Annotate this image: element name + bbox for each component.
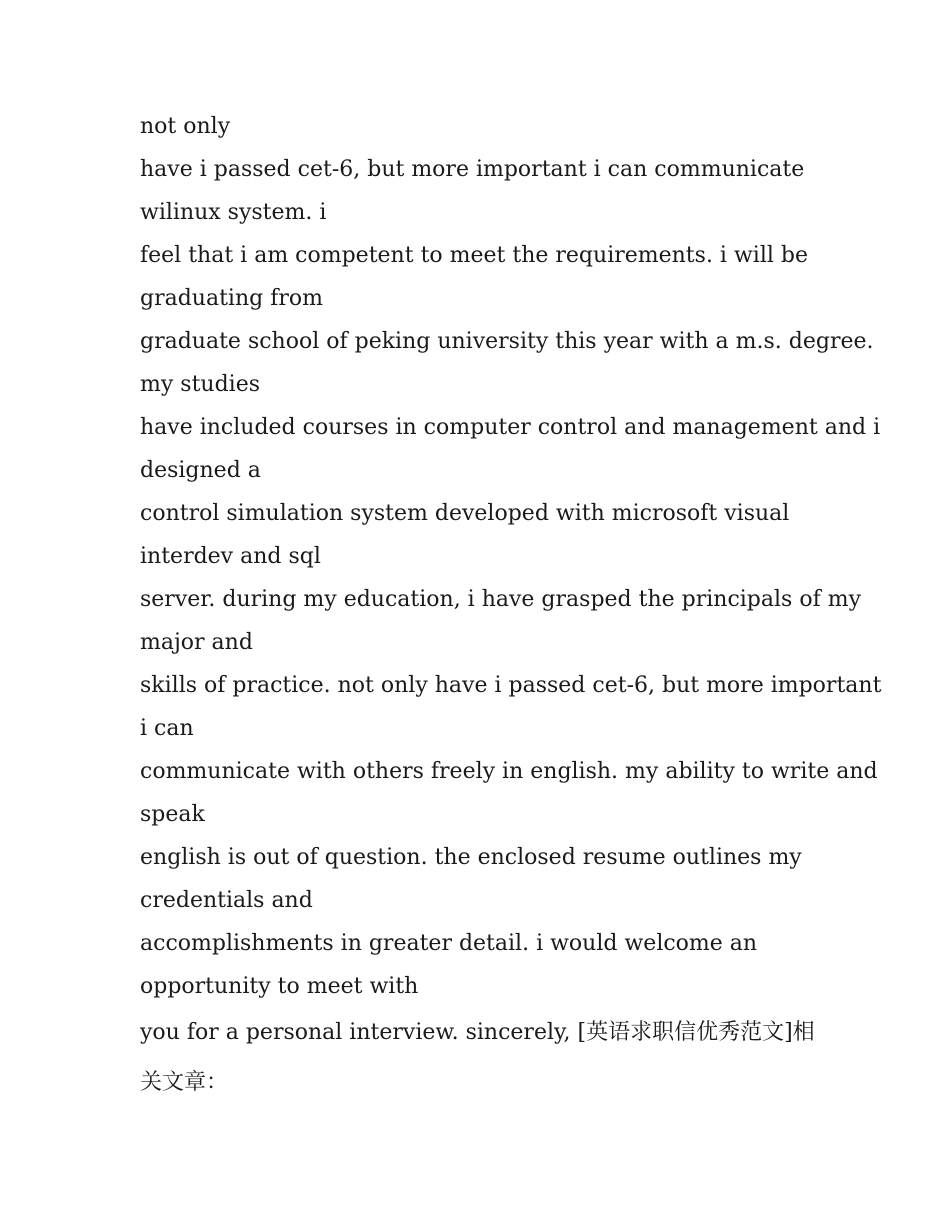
- text-line-19: credentials and: [140, 888, 313, 913]
- text-line-20: accomplishments in greater detail. i would welcome an: [140, 931, 758, 956]
- text-line-16: communicate with others freely in english. my ability to write and: [140, 759, 878, 784]
- text-line-5: graduating from: [140, 286, 323, 311]
- text-line-3: wilinux system. i: [140, 200, 327, 225]
- text-line-8: have included courses in computer control and management and i: [140, 415, 881, 440]
- text-line-23: 关文章：: [140, 1070, 229, 1095]
- letter-body: [140, 105, 882, 1108]
- text-line-2: have i passed cet-6, but more important i can communicate: [140, 157, 805, 182]
- text-line-18: english is out of question. the enclosed resume outlines my: [140, 845, 802, 870]
- text-line-11: interdev and sql: [140, 544, 321, 569]
- text-line-4: feel that i am competent to meet the requirements. i will be: [140, 243, 808, 268]
- text-line-10: control simulation system developed with microsoft visual: [140, 501, 790, 526]
- text-line-22: you for a personal interview. sincerely, [英语求职信优秀范文]相: [140, 1020, 815, 1045]
- text-line-13: major and: [140, 630, 253, 655]
- text-line-21: opportunity to meet with: [140, 974, 419, 999]
- text-line-7: my studies: [140, 372, 261, 397]
- text-line-15: i can: [140, 716, 194, 741]
- text-line-6: graduate school of peking university this year with a m.s. degree.: [140, 329, 874, 354]
- text-line-1: not only: [140, 114, 231, 139]
- text-line-14: skills of practice. not only have i passed cet-6, but more important: [140, 673, 882, 698]
- text-line-12: server. during my education, i have grasped the principals of my: [140, 587, 861, 612]
- text-line-17: speak: [140, 802, 205, 827]
- text-line-9: designed a: [140, 458, 261, 483]
